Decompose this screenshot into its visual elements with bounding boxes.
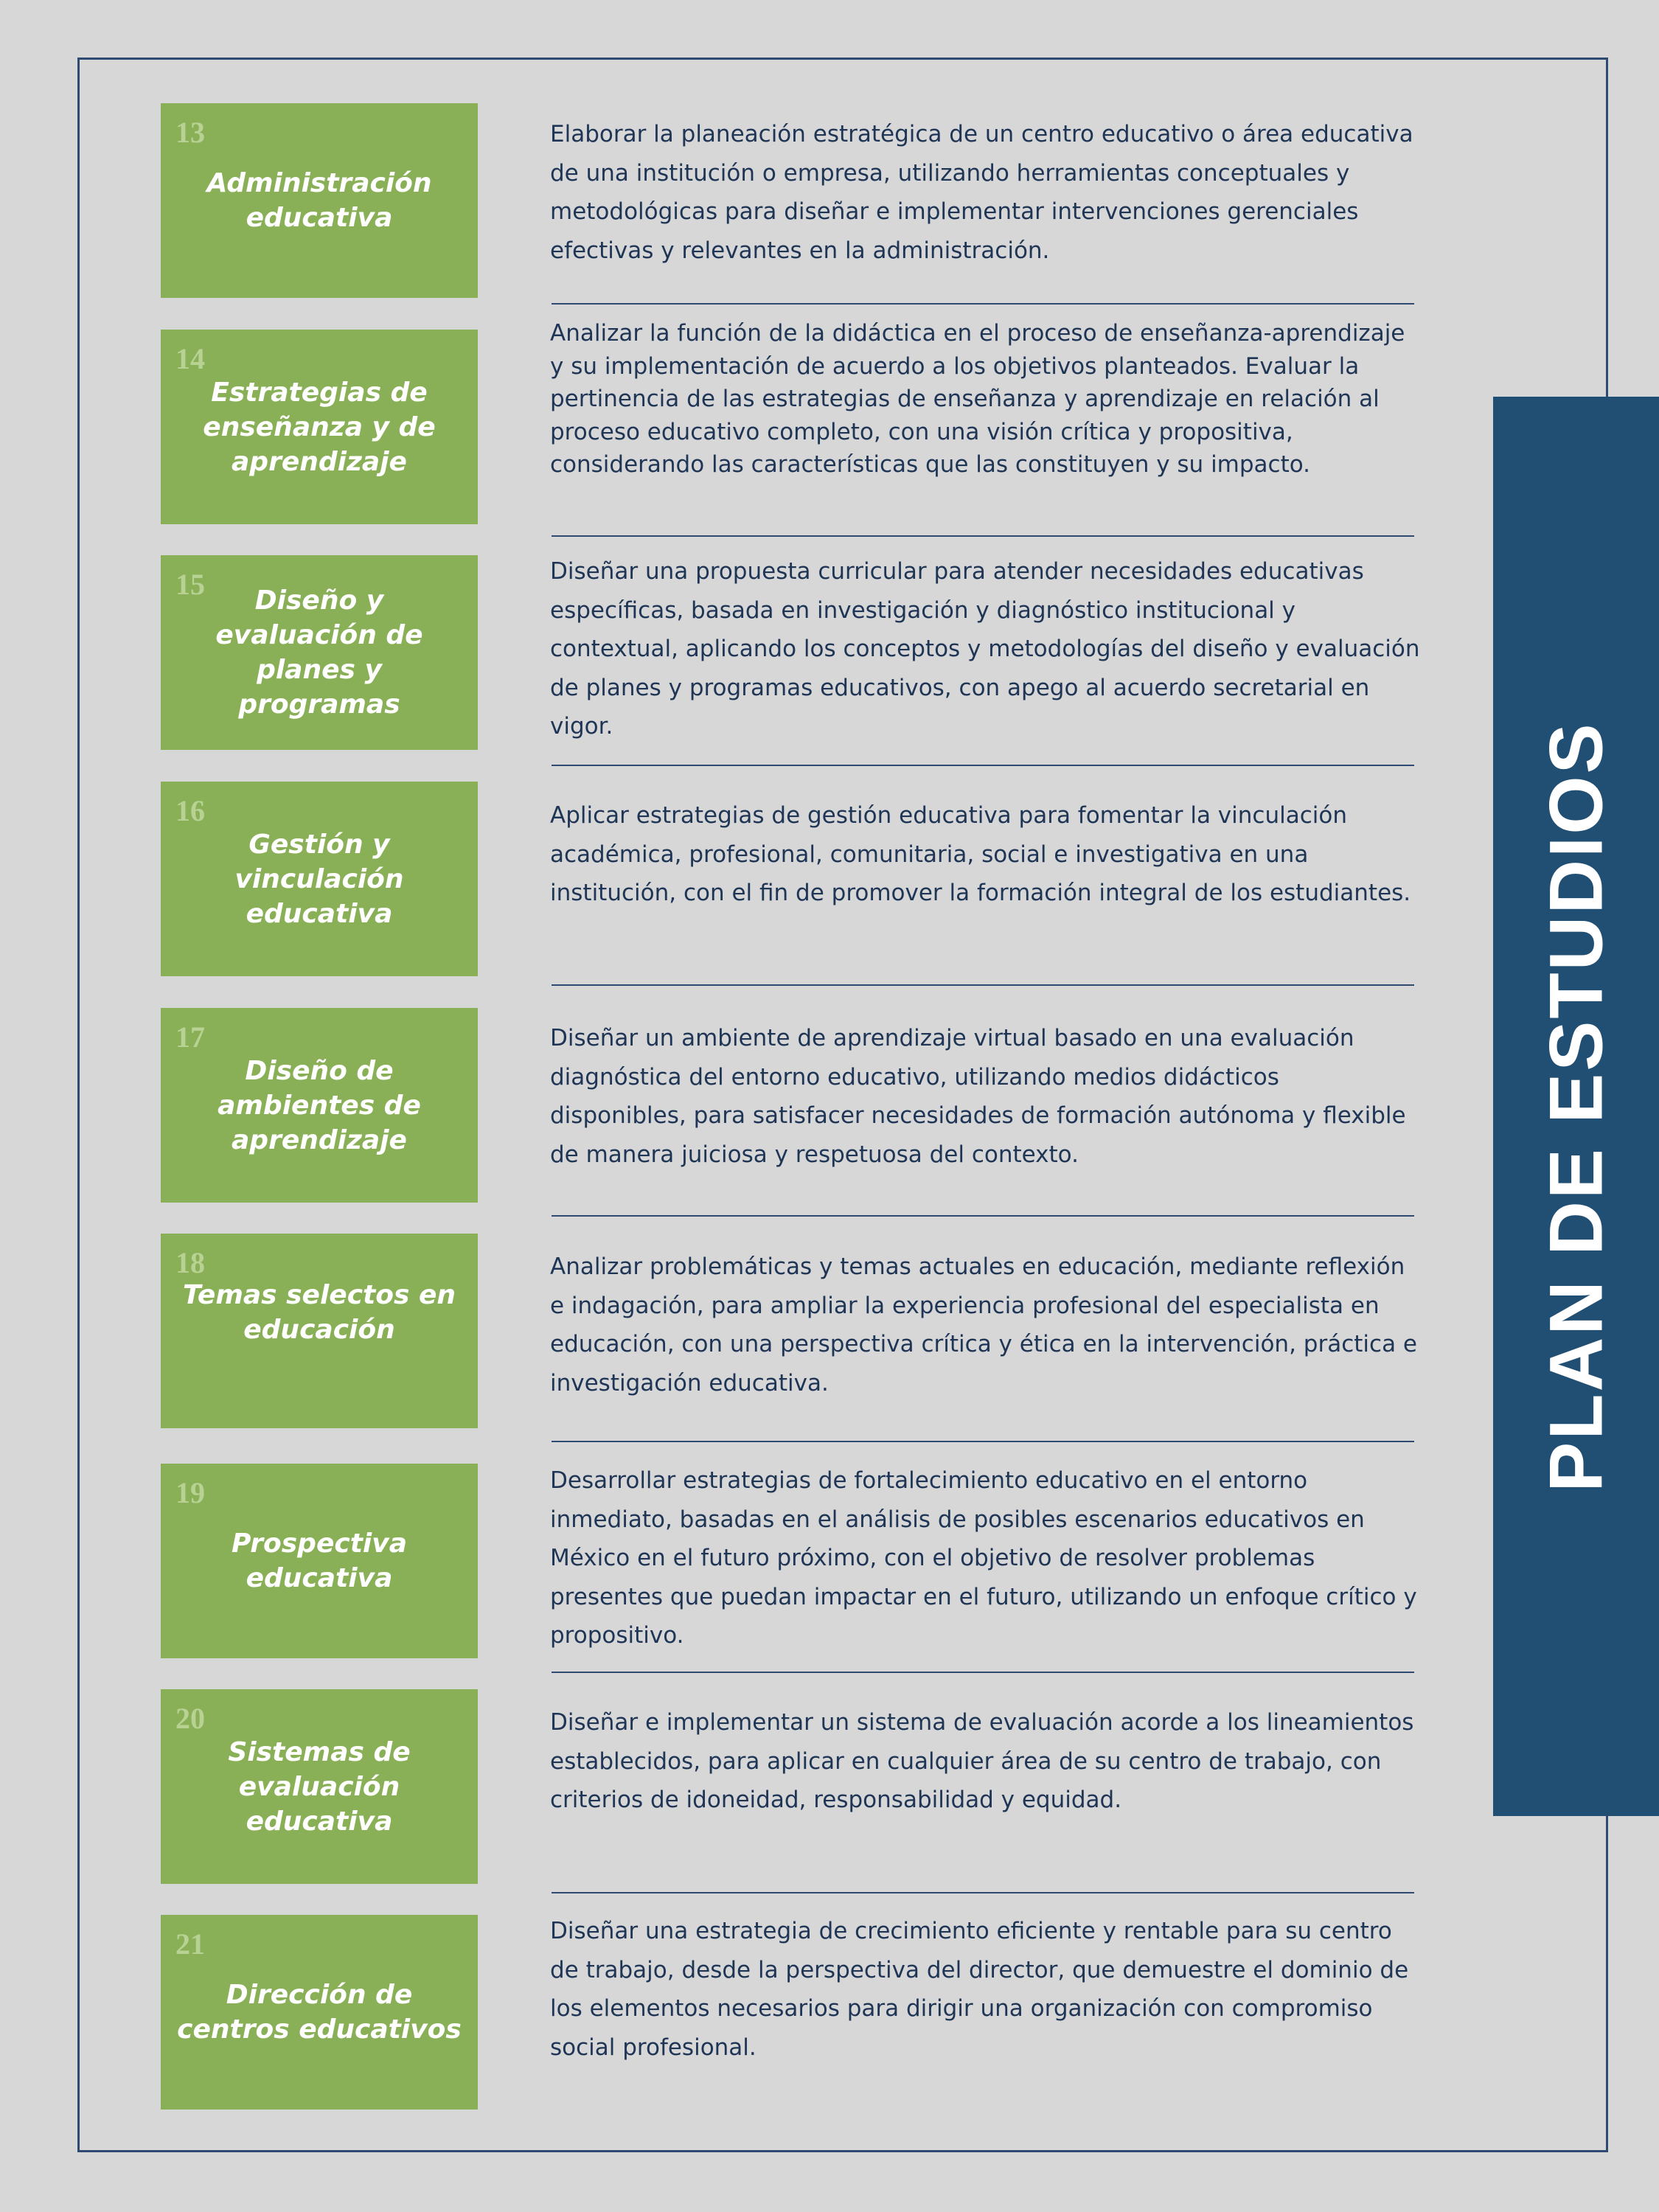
- course-number: 17: [175, 1020, 205, 1054]
- course-box-16: [161, 782, 478, 976]
- course-box-20: [161, 1689, 478, 1884]
- course-box-21: [161, 1915, 478, 2110]
- course-description: Diseñar e implementar un sistema de evaluación acorde a los lineamientos establecidos, para aplicar en cualquier área de su centro de trabajo, con criterios de idoneidad, responsabilidad y equidad.: [550, 1709, 1414, 1813]
- course-box-14: [161, 330, 478, 524]
- divider: [552, 1892, 1414, 1893]
- course-title: Estrategias de enseñanza y de aprendizaje: [203, 377, 436, 477]
- course-description: Diseñar una propuesta curricular para atender necesidades educativas específicas, basada en investigación y diagnóstico institucional y contextual, aplicando los conceptos y metodologías del diseño y evaluación de planes y programas educativos, con apego al acuerdo secretarial en vigor.: [550, 558, 1420, 740]
- course-description: Diseñar un ambiente de aprendizaje virtual basado en una evaluación diagnóstica del entorno educativo, utilizando medios didácticos disponibles, para satisfacer necesidades de formación autónoma y flexible de manera juiciosa y respetuosa del contexto.: [550, 1025, 1406, 1168]
- side-banner-title: PLAN DE ESTUDIOS: [1534, 720, 1618, 1492]
- course-box-15: [161, 555, 478, 750]
- course-box-18: [161, 1234, 478, 1428]
- divider: [552, 535, 1414, 537]
- divider: [552, 303, 1414, 305]
- course-number: 14: [175, 342, 205, 375]
- course-number: 19: [175, 1476, 205, 1509]
- course-title: Sistemas de evaluación educativa: [228, 1736, 411, 1837]
- divider: [552, 1215, 1414, 1217]
- course-title: Diseño de ambientes de aprendizaje: [218, 1055, 421, 1155]
- course-title: Administración educativa: [206, 168, 432, 233]
- course-description: Diseñar una estrategia de crecimiento eficiente y rentable para su centro de trabajo, desde la perspectiva del director, que demuestre el dominio de los elementos necesarios para dirigir una organización con compromiso social profesional.: [550, 1918, 1409, 2061]
- divider: [552, 984, 1414, 986]
- course-description: Desarrollar estrategias de fortalecimiento educativo en el entorno inmediato, basadas en el análisis de posibles escenarios educativos en México en el futuro próximo, con el objetivo de resolver problemas presentes que puedan impactar en el futuro, utilizando un enfoque crítico y propositivo.: [550, 1467, 1417, 1649]
- divider: [552, 765, 1414, 766]
- course-title: Temas selectos en educación: [183, 1280, 456, 1345]
- course-number: 15: [175, 568, 205, 601]
- course-number: 20: [175, 1702, 205, 1735]
- course-title: Dirección de centros educativos: [177, 1980, 462, 2045]
- course-number: 13: [175, 116, 205, 149]
- course-title: Prospectiva educativa: [231, 1528, 408, 1593]
- course-description: Analizar la función de la didáctica en el proceso de enseñanza-aprendizaje y su implementación de acuerdo a los objetivos planteados. Evaluar la pertinencia de las estrategias de enseñanza y aprendizaje en relación al proceso educativo completo, con una visión crítica y propositiva, considerando las características que las constituyen y su impacto.: [550, 320, 1405, 478]
- course-box-19: [161, 1464, 478, 1658]
- course-title: Diseño y evaluación de planes y programas: [215, 585, 423, 720]
- course-description: Aplicar estrategias de gestión educativa para fomentar la vinculación académica, profesional, comunitaria, social e investigativa en una institución, con el fin de promover la formación integral de los estudiantes.: [550, 802, 1411, 906]
- course-number: 16: [175, 794, 205, 827]
- course-box-17: [161, 1008, 478, 1203]
- course-box-13: [161, 103, 478, 298]
- course-description: Analizar problemáticas y temas actuales en educación, mediante reflexión e indagación, para ampliar la experiencia profesional del especialista en educación, con una perspectiva crítica y ética en la intervención, práctica e investigación educativa.: [550, 1253, 1417, 1397]
- course-number: 21: [175, 1927, 205, 1961]
- divider: [552, 1672, 1414, 1673]
- course-title: Gestión y vinculación educativa: [234, 829, 404, 929]
- divider: [552, 1441, 1414, 1442]
- course-description: Elaborar la planeación estratégica de un centro educativo o área educativa de una institución o empresa, utilizando herramientas conceptuales y metodológicas para diseñar e implementar intervenciones gerenciales efectivas y relevantes en la administración.: [550, 121, 1413, 264]
- side-banner: [1493, 397, 1659, 1816]
- course-number: 18: [175, 1246, 205, 1279]
